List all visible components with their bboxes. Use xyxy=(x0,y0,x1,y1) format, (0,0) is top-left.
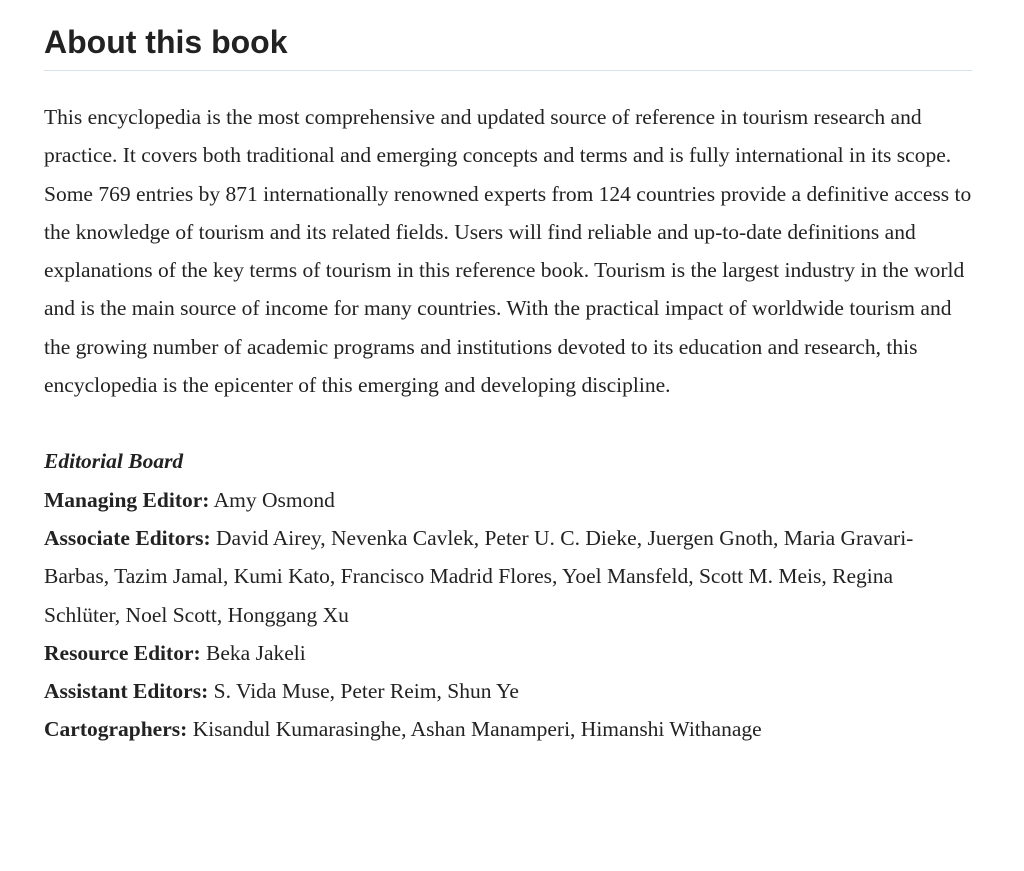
editorial-board-title: Editorial Board xyxy=(44,449,184,474)
board-entry-assistant-editors xyxy=(44,672,972,710)
book-description: This encyclopedia is the most comprehensive and updated source of reference in tourism research and practice. It covers both traditional and emerging concepts and terms and is fully international in its scope. Some 769 entries by 871 internationally renowned experts from 124 countries provide a definitive access to the knowledge of tourism and its related fields. Users will find reliable and up-to-date definitions and explanations of the key terms of tourism in this reference book. Tourism is the largest industry in the world and is the main source of income for many countries. With the practical impact of worldwide tourism and the growing number of academic programs and institutions devoted to its education and research, this encyclopedia is the epicenter of this emerging and developing discipline. xyxy=(44,105,972,398)
board-entry-role: Assistant Editors: xyxy=(44,679,209,704)
about-section xyxy=(44,0,972,749)
board-entry-associate-editors xyxy=(44,519,972,634)
board-entry-names: Amy Osmond xyxy=(213,487,335,512)
section-heading: About this book xyxy=(44,0,972,71)
board-entry-role: Associate Editors: xyxy=(44,525,211,550)
board-entry-names: David Airey, Nevenka Cavlek, Peter U. C. Dieke, Juergen Gnoth, Maria Gravari-Barbas, Tazim Jamal, Kumi Kato, Francisco Madrid Flores, Yoel Mansfeld, Scott M. Meis, Regina Schlüter, Noel Scott, Honggang Xu xyxy=(44,525,914,627)
board-entry-managing-editor xyxy=(44,481,972,519)
board-entry-role: Resource Editor: xyxy=(44,640,201,665)
board-entry-names: Beka Jakeli xyxy=(206,640,306,665)
board-entry-cartographers xyxy=(44,710,972,748)
board-entry-role: Managing Editor: xyxy=(44,487,210,512)
board-entry-names: Kisandul Kumarasinghe, Ashan Manamperi, Himanshi Withanage xyxy=(192,717,762,742)
editorial-board xyxy=(44,404,972,748)
board-entry-role: Cartographers: xyxy=(44,717,188,742)
board-entry-names: S. Vida Muse, Peter Reim, Shun Ye xyxy=(213,679,519,704)
board-entry-resource-editor xyxy=(44,634,972,672)
